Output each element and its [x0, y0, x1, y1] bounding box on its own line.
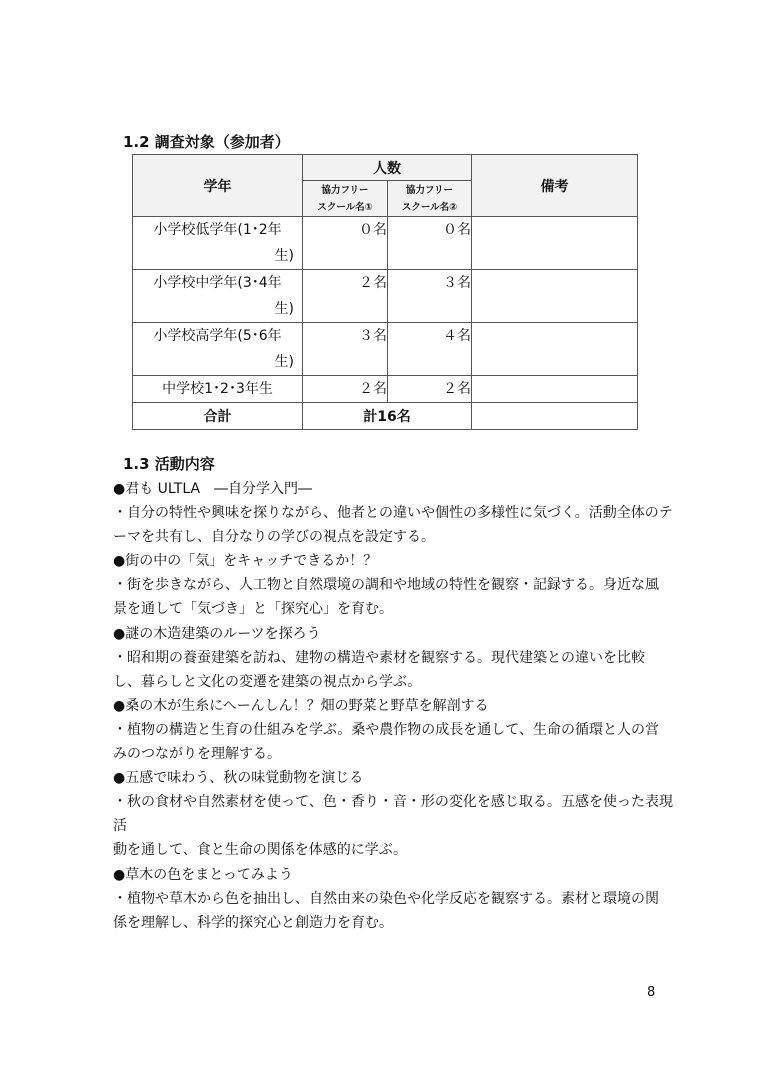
- cell-school-1: ２名: [303, 376, 388, 403]
- page-number: 8: [647, 985, 656, 1000]
- cell-school-1: ２名: [303, 270, 388, 323]
- cell-school-2: ４名: [388, 323, 472, 376]
- activity-title: ●草木の色をまとってみよう: [113, 866, 293, 883]
- header-school-1: [303, 181, 388, 217]
- total-label: 合計: [133, 403, 303, 430]
- activity-title: ●五感で味わう、秋の味覚動物を演じる: [113, 770, 364, 787]
- cell-grade-line-1: 小学校中学年(3･4年: [153, 275, 282, 291]
- header-notes: 備考: [472, 155, 638, 217]
- header-school-2: [388, 181, 472, 217]
- cell-school-2: ０名: [388, 217, 472, 270]
- cell-school-2: ２名: [388, 376, 472, 403]
- table-row: [133, 270, 638, 323]
- cell-grade-line-2: 生): [274, 354, 294, 370]
- cell-grade: 中学校1･2･3年生: [133, 376, 303, 403]
- header-school-1-line-2: スクール名①: [317, 201, 373, 213]
- cell-school-1: ０名: [303, 217, 388, 270]
- cell-notes: [472, 217, 638, 270]
- activity-item: [113, 549, 673, 621]
- activity-title: ●桑の木が生糸にへーんしん！？畑の野菜と野草を解剖する: [113, 697, 489, 714]
- table-row: [133, 376, 638, 403]
- activity-description-line: し、暮らしと文化の変遷を建築の視点から学ぶ。: [113, 673, 422, 690]
- table-total-row: [133, 403, 638, 430]
- table-header-row: [133, 155, 638, 181]
- activity-description-line: 動を通して、食と生命の関係を体感的に学ぶ。: [113, 842, 407, 859]
- activity-description-line: ーマを共有し、自分なりの学びの視点を設定する。: [113, 529, 435, 546]
- header-school-2-line-2: スクール名②: [401, 201, 458, 213]
- activity-title: ●街の中の「気」をキャッチできるか！？: [113, 553, 378, 570]
- activity-description-line: ・昭和期の養蚕建築を訪ね、建物の構造や素材を観察する。現代建築との違いを比較: [113, 649, 645, 666]
- cell-school-2: ３名: [388, 270, 472, 323]
- cell-grade: [133, 217, 303, 270]
- table-row: [133, 217, 638, 270]
- cell-notes: [472, 270, 638, 323]
- total-value: 計16名: [303, 403, 472, 430]
- activity-description-line: 係を理解し、科学的探究心と創造力を育む。: [113, 914, 393, 931]
- header-school-1-line-1: 協力フリー: [321, 184, 369, 196]
- header-count-group: 人数: [303, 155, 472, 181]
- activity-description-line: 景を通して「気づき」と「探究心」を育む。: [113, 601, 393, 618]
- activity-item: [113, 622, 673, 694]
- header-grade: 学年: [133, 155, 303, 217]
- cell-notes: [472, 323, 638, 376]
- activity-item: [113, 863, 673, 935]
- cell-grade: [133, 270, 303, 323]
- activity-description-line: みのつながりを理解する。: [113, 746, 281, 763]
- cell-grade-line-1: 小学校高学年(5･6年: [153, 328, 282, 344]
- cell-grade-line-1: 小学校低学年(1･2年: [153, 222, 282, 238]
- activity-item: [113, 766, 673, 862]
- activity-item: [113, 694, 673, 766]
- participants-table: [132, 154, 638, 430]
- section-heading-activities: 1.3 活動内容: [123, 455, 215, 473]
- activity-title: ●君も ULTLA ―自分学入門―: [113, 481, 313, 497]
- activity-description-line: ・街を歩きながら、人工物と自然環境の調和や地域の特性を観察・記録する。身近な風: [113, 577, 659, 594]
- cell-grade: [133, 323, 303, 376]
- activity-description-line: ・秋の食材や自然素材を使って、色・香り・音・形の変化を感じ取る。五感を使った表現活: [113, 794, 673, 835]
- cell-school-1: ３名: [303, 323, 388, 376]
- activities-list: [113, 477, 673, 935]
- table-row: [133, 323, 638, 376]
- activity-title: ●謎の木造建築のルーツを探ろう: [113, 625, 321, 642]
- activity-description-line: ・自分の特性や興味を探りながら、他者との違いや個性の多様性に気づく。活動全体のテ: [113, 505, 673, 522]
- cell-grade-line-2: 生): [274, 248, 294, 264]
- activity-item: [113, 477, 673, 549]
- activity-description-line: ・植物や草木から色を抽出し、自然由来の染色や化学反応を観察する。素材と環境の関: [113, 890, 659, 907]
- cell-grade-line-2: 生): [274, 301, 294, 317]
- header-school-2-line-1: 協力フリー: [405, 184, 454, 196]
- section-heading-participants: 1.2 調査対象（参加者）: [123, 133, 290, 151]
- cell-notes: [472, 376, 638, 403]
- activity-description-line: ・植物の構造と生育の仕組みを学ぶ。桑や農作物の成長を通して、生命の循環と人の営: [113, 721, 659, 738]
- total-notes: [472, 403, 638, 430]
